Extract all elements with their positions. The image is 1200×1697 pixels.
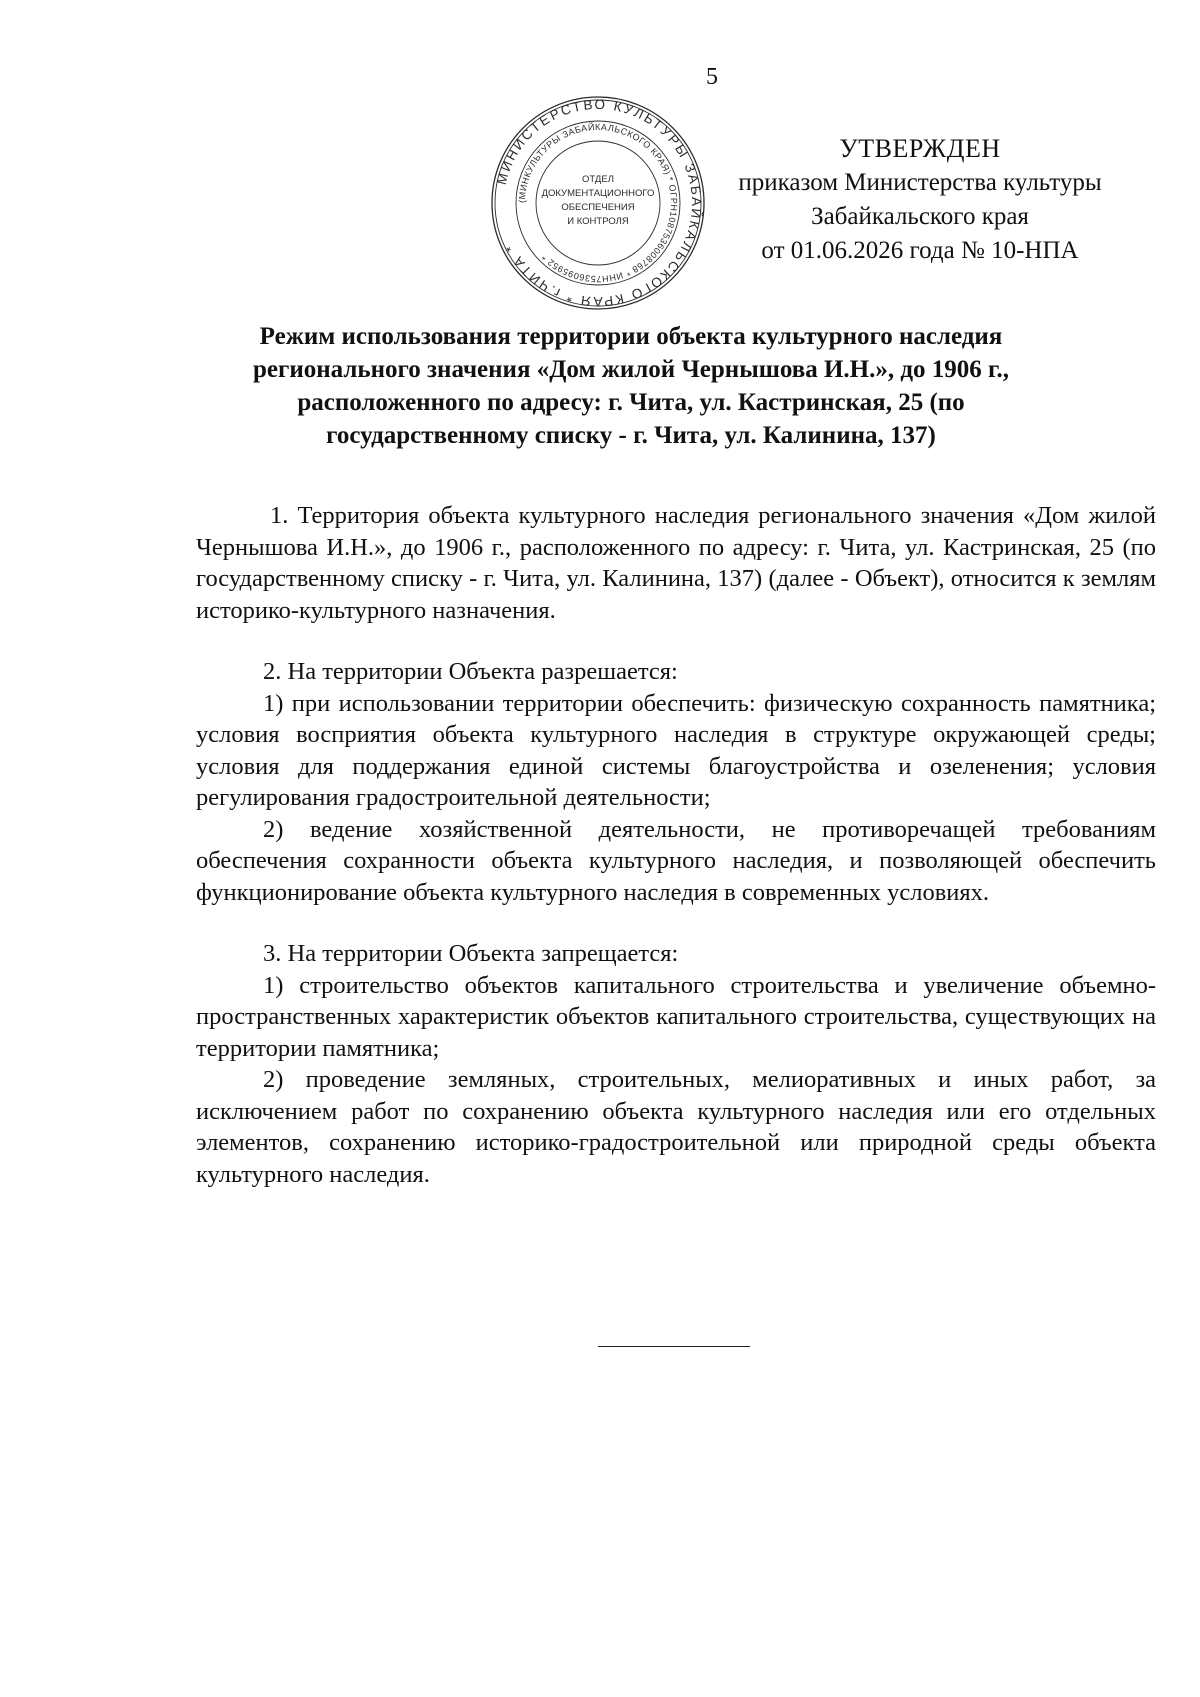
- stamp-center-line-3: ОБЕСПЕЧЕНИЯ: [561, 202, 635, 213]
- approval-date-number-line: от 01.06.2026 года № 10-НПА: [761, 237, 1079, 264]
- official-stamp: [489, 94, 707, 312]
- stamp-inner-text: (МИНКУЛЬТУРЫ ЗАБАЙКАЛЬСКОГО КРАЯ) * ОГРН1087536008768 * ИНН7536095952 *: [516, 121, 680, 285]
- page-number: 5: [706, 64, 718, 90]
- stamp-center-line-4: И КОНТРОЛЯ: [567, 216, 629, 227]
- document-title: Режим использования территории объекта культурного наследия регионального значения «Дом жилой Чернышова И.Н.», до 1906 г., расположенного по адресу: г. Чита, ул. Кастринская, 25 (по государственному списку - г. Чита, ул. Калинина, 137): [252, 323, 1010, 449]
- end-rule: [598, 1346, 750, 1347]
- approval-heading: УТВЕРЖДЕН: [839, 134, 1001, 163]
- section-2-item-2: 2) ведение хозяйственной деятельности, не противоречащей требованиям обеспечения сохранности объекта культурного наследия, и позволяющей обеспечить функционирование объекта культурного наследия в современных условиях.: [196, 815, 1156, 906]
- document-body: [196, 500, 1156, 1190]
- approval-region-line: Забайкальского края: [811, 203, 1029, 230]
- stamp-outer-text: МИНИСТЕРСТВО КУЛЬТУРЫ ЗАБАЙКАЛЬСКОГО КРАЯ * г.ЧИТА *: [493, 96, 705, 310]
- section-3-item-2: 2) проведение земляных, строительных, мелиоративных и иных работ, за исключением работ по сохранению объекта культурного наследия или его отдельных элементов, сохранению историко-градостроительной или природной среды объекта культурного наследия.: [196, 1066, 1156, 1188]
- stamp-center-line-1: ОТДЕЛ: [582, 174, 614, 185]
- section-1-paragraph: 1. Территория объекта культурного наследия регионального значения «Дом жилой Чернышова И.Н.», до 1906 г., расположенного по адресу: г. Чита, ул. Кастринская, 25 (по государственному списку - г. Чита, ул. Калинина, 137) (далее - Объект), относится к землям историко-культурного назначения.: [196, 502, 1156, 624]
- approval-block: [700, 132, 1140, 268]
- stamp-center-line-2: ДОКУМЕНТАЦИОННОГО: [541, 188, 655, 199]
- section-3-heading: 3. На территории Объекта запрещается:: [263, 940, 679, 967]
- section-3-item-1: 1) строительство объектов капитального строительства и увеличение объемно-пространственных характеристик объектов капитального строительства, существующих на территории памятника;: [196, 971, 1156, 1062]
- approval-order-line: приказом Министерства культуры: [738, 169, 1102, 196]
- section-2-item-1: 1) при использовании территории обеспечить: физическую сохранность памятника; условия восприятия объекта культурного наследия в структуре окружающей среды; условия для поддержания единой системы благоустройства и озеленения; условия регулирования градостроительной деятельности;: [196, 689, 1156, 811]
- section-2-heading: 2. На территории Объекта разрешается:: [263, 658, 678, 685]
